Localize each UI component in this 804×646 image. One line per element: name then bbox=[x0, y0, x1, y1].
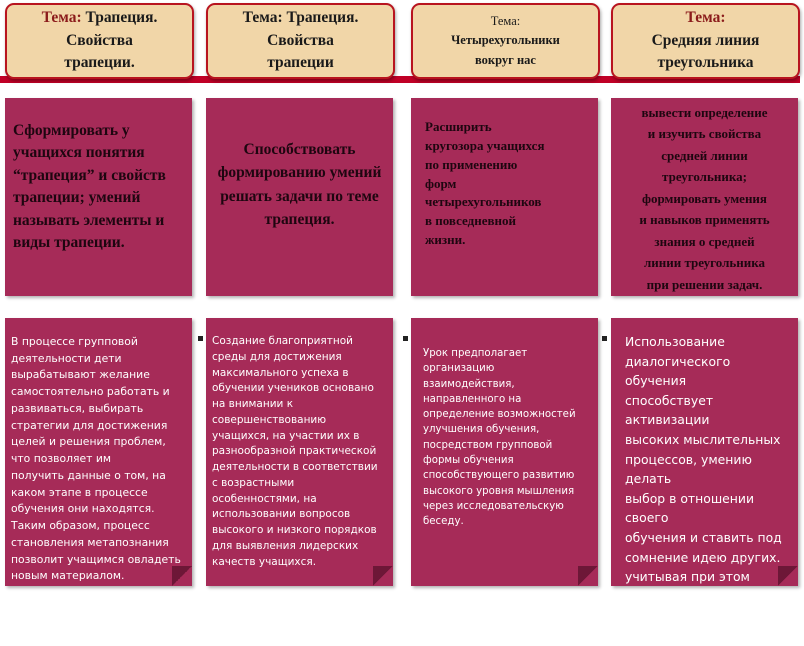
method-card-3 bbox=[411, 318, 598, 586]
goal-text: Сформировать у учащихся понятия “трапеция” и свойств трапеции; умений называть элементы и виды трапеции. bbox=[13, 122, 166, 252]
goal-text: Способствовать формированию умений решать задачи по теме трапеция. bbox=[217, 141, 382, 228]
method-card-2 bbox=[206, 318, 393, 586]
topic-title: Четырехугольники вокруг нас bbox=[451, 33, 560, 67]
topic-header-3 bbox=[411, 3, 600, 79]
column-2 bbox=[203, 0, 399, 600]
page-fold-corner bbox=[778, 566, 798, 586]
goal-card-4 bbox=[611, 98, 798, 296]
column-1 bbox=[2, 0, 198, 600]
marker-dot bbox=[198, 336, 203, 341]
method-text: Создание благоприятной среды для достижения максимального успеха в обучении учеников основано на внимании к совершенствованию учащихся, на участии их в разнообразной практической деятельности в соответствии с возрастными особенностями, на использовании вопросов высокого и низкого порядков для выявления лидерских качеств учащихся. bbox=[212, 335, 378, 568]
goal-card-1 bbox=[5, 98, 192, 296]
marker-dot bbox=[602, 336, 607, 341]
topic-header-1 bbox=[5, 3, 194, 79]
method-card-1 bbox=[5, 318, 192, 586]
method-text: Урок предполагает организацию взаимодействия, направленного на определение возможностей улучшения обучения, посредством групповой формы обучения способствующего развитию высокого уровня мышления через исследовательскую беседу. bbox=[423, 348, 576, 528]
topic-label: Тема: bbox=[41, 9, 82, 27]
goal-card-3 bbox=[411, 98, 598, 296]
topic-title: Трапеция. Свойства трапеции bbox=[267, 9, 359, 72]
column-4 bbox=[608, 0, 804, 643]
method-text: Использование диалогического обучения способствует активизации высоких мыслительных процессов, умению делать выбор в отношении своего обучения и ставить под сомнение идею других. учитывая при этом возрастные и индивидуальные особенности учащихся. bbox=[625, 334, 782, 643]
method-card-4 bbox=[611, 318, 798, 643]
column-3 bbox=[408, 0, 604, 600]
marker-dot bbox=[403, 336, 408, 341]
page-fold-corner bbox=[373, 566, 393, 586]
topic-label: Тема: bbox=[490, 13, 521, 28]
method-text: В процессе групповой деятельности дети вырабатывают желание самостоятельно работать и развиваться, выбирать стратегии для достижения целей и решения проблем, что позволяет им получить данные о том, на каком этапе в процессе обучения они находятся. Таким образом, процесс становления метапознания позволит учащимся овладеть новым материалом. bbox=[11, 335, 181, 583]
goal-text: вывести определение и изучить свойства средней линии треугольника; формировать умения и навыков применять знания о средней линии треугольника при решении задач. bbox=[639, 105, 770, 292]
goal-text: Расширить кругозора учащихся по применению форм четырехугольников в повседневной жизни. bbox=[425, 119, 545, 248]
topic-label: Тема: bbox=[685, 9, 726, 27]
topic-title: Средняя линия треугольника bbox=[651, 31, 760, 72]
topic-header-4 bbox=[611, 3, 800, 79]
page-fold-corner bbox=[172, 566, 192, 586]
topic-title: Трапеция. Свойства трапеции. bbox=[64, 9, 158, 72]
page-fold-corner bbox=[578, 566, 598, 586]
goal-card-2 bbox=[206, 98, 393, 296]
topic-header-2 bbox=[206, 3, 395, 79]
topic-label: Тема: bbox=[242, 9, 283, 27]
